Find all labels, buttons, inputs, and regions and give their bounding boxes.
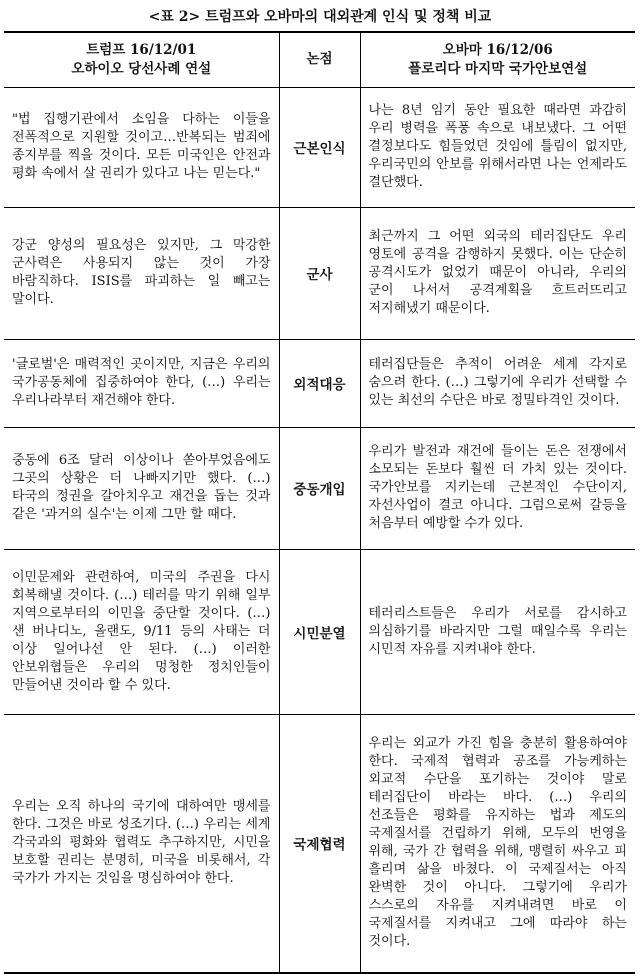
header-trump-date: 트럼프 16/12/01: [86, 41, 197, 58]
header-issue: [279, 32, 360, 87]
trump-quote: "법 집행기관에서 소임을 다하는 이들을 전폭적으로 지원할 것이고…반복되는 범죄에 종지부를 찍을 것이다. 모든 미국인은 안전과 평화 속에서 살 권리가 있다고 나는 믿는다.": [4, 87, 279, 207]
trump-quote: 중동에 6조 달러 이상이나 쏟아부었음에도 그곳의 상황은 더 나빠지기만 했다. (…) 타국의 정권을 갈아치우고 재건을 돕는 것과 같은 '과거의 실수'는 이제 그만 할 때다.: [4, 427, 279, 549]
trump-quote: 이민문제와 관련하여, 미국의 주권을 다시 회복해낼 것이다. (…) 테러를 막기 위해 일부 지역으로부터의 이민을 중단할 것이다. (…) 샌 버나디노, 올랜도, 9/11 등의 사태는 더 이상 일어나선 안 된다. (…) 이러한 안보위협들은 우리의 멍청한 정치인들이 만들어낸 것이라 할 수 있다.: [4, 549, 279, 714]
issue-label: 외적대응: [279, 339, 360, 427]
header-obama-speech: 플로리다 마지막 국가안보연설: [408, 60, 588, 77]
issue-label: 근본인식: [279, 87, 360, 207]
header-trump-speech: 오하이오 당선사례 연설: [71, 60, 212, 77]
trump-quote: 강군 양성의 필요성은 있지만, 그 막강한 군사력은 사용되지 않는 것이 가장 바람직하다. ISIS를 파괴하는 일 빼고는 말이다.: [4, 207, 279, 339]
comparison-table: [4, 31, 635, 974]
table-header-row: [4, 32, 635, 87]
issue-label: 시민분열: [279, 549, 360, 714]
table-row: [4, 87, 635, 207]
obama-quote: 테러집단들은 추적이 어려운 세계 각지로 숨으려 한다. (…) 그렇기에 우리가 선택할 수 있는 최선의 수단은 바로 정밀타격인 것이다.: [360, 339, 635, 427]
header-obama-date: 오바마 16/12/06: [442, 41, 553, 58]
table-caption: <표 2> 트럼프와 오바마의 대외관계 인식 및 정책 비교: [148, 9, 492, 25]
trump-quote: '글로벌'은 매력적인 곳이지만, 지금은 우리의 국가공동체에 집중하여야 한다, (…) 우리는 우리나라부터 재건해야 한다.: [4, 339, 279, 427]
table-row: [4, 714, 635, 973]
obama-quote: 나는 8년 임기 동안 필요한 때라면 과감히 우리 병력을 폭풍 속으로 내보냈다. 그 어떤 결정보다도 힘들었던 것임에 틀림이 없지만, 우리국민의 안보를 위해서라면 나는 언제라도 결단했다.: [360, 87, 635, 207]
header-trump: [4, 32, 279, 87]
table-row: [4, 207, 635, 339]
table-row: [4, 427, 635, 549]
obama-quote: 우리가 발전과 재건에 들이는 돈은 전쟁에서 소모되는 돈보다 훨씬 더 가치 있는 것이다. 국가안보를 지키는데 근본적인 수단이지, 자선사업이 결코 아니다. 그럼으로써 갈등을 처음부터 예방할 수가 있다.: [360, 427, 635, 549]
trump-quote: 우리는 오직 하나의 국기에 대하여만 맹세를 한다. 그것은 바로 성조기다. (…) 우리는 세계 각국과의 평화와 협력도 추구하지만, 시민을 보호할 권리는 분명히, 미국을 비롯해서, 각 국가가 가지는 것임을 명심하여야 한다.: [4, 714, 279, 973]
obama-quote: 테러리스트들은 우리가 서로를 감시하고 의심하기를 바라지만 그럴 때일수록 우리는 시민적 자유를 지켜내야 한다.: [360, 549, 635, 714]
table-row: [4, 549, 635, 714]
header-obama: [360, 32, 635, 87]
obama-quote: 우리는 외교가 가진 힘을 충분히 활용하여야 한다. 국제적 협력과 공조를 가능케하는 외교적 수단을 포기하는 것이야 말로 테러집단이 바라는 바다. (…) 우리의 선조들은 평화를 유지하는 법과 제도의 국제질서를 건립하기 위해, 모두의 번영을 위해, 국가 간 협력을 위해, 맹렬히 싸우고 피 흘리며 삶을 바쳤다. 이 국제질서는 아직 완벽한 것이 아니다. 그렇기에 우리가 스스로의 자유를 지켜내려면 바로 이 국제질서를 지켜내고 그에 따라야 하는 것이다.: [360, 714, 635, 973]
issue-label: 국제협력: [279, 714, 360, 973]
issue-label: 중동개입: [279, 427, 360, 549]
issue-label: 군사: [279, 207, 360, 339]
table-row: [4, 339, 635, 427]
obama-quote: 최근까지 그 어떤 외국의 테러집단도 우리 영토에 공격을 감행하지 못했다. 이는 단순히 공격시도가 없었기 때문이 아니라, 우리의 군이 나서서 공격계획을 흐트러뜨리고 저지해냈기 때문이다.: [360, 207, 635, 339]
header-issue-label: 논점: [306, 51, 333, 68]
